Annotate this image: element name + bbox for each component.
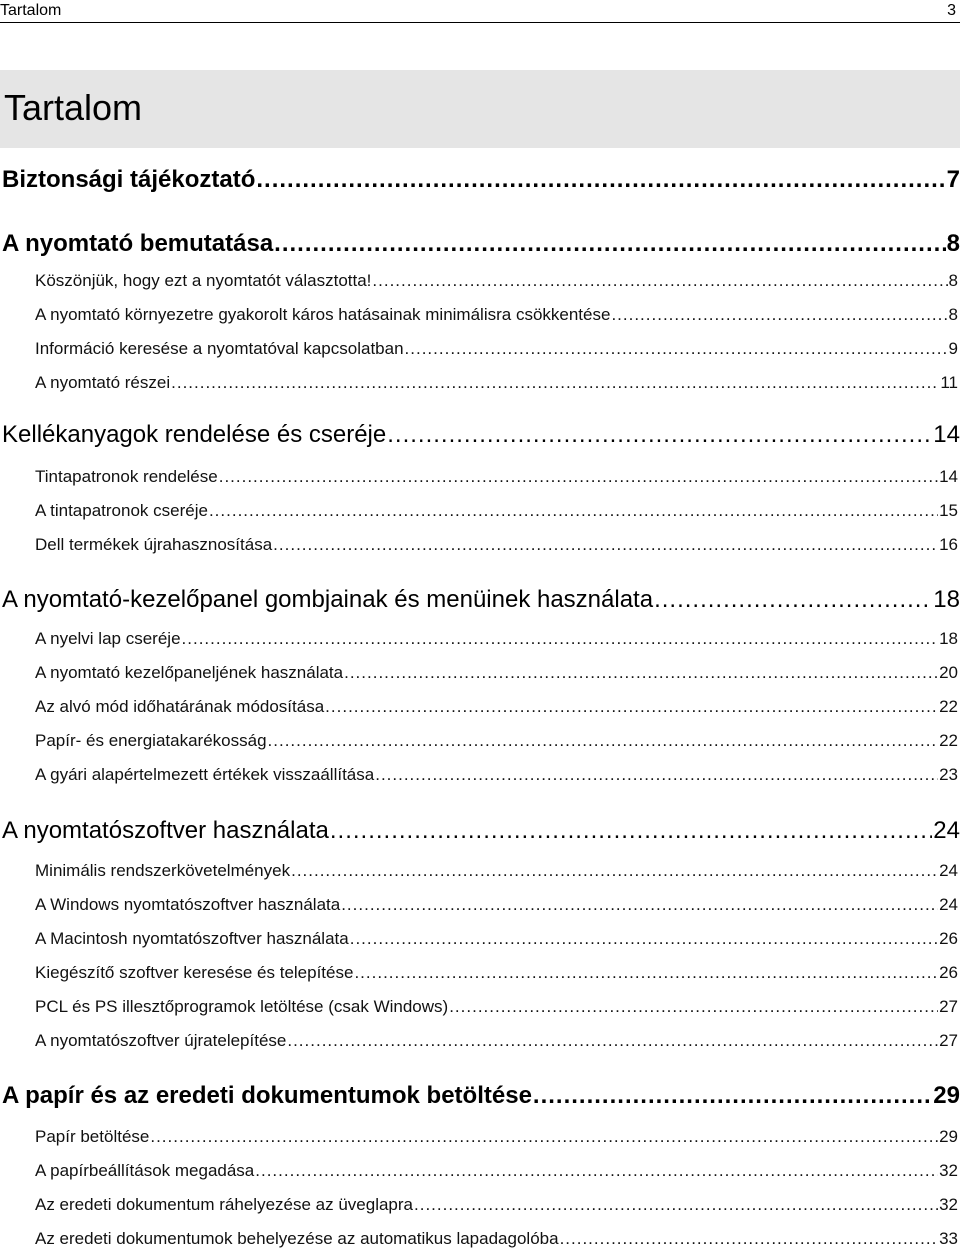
toc-entry-section[interactable] xyxy=(0,764,958,786)
toc-entry-section[interactable] xyxy=(0,662,958,684)
toc-leader-dots xyxy=(375,764,938,786)
toc-entry-label: PCL és PS illesztőprogramok letöltése (csak Windows) xyxy=(35,997,449,1016)
toc-leader-dots xyxy=(372,270,947,292)
toc-entry-page: 20 xyxy=(939,663,958,682)
toc-entry-page: 8 xyxy=(948,305,958,324)
toc-entry-section[interactable] xyxy=(0,696,958,718)
toc-entry-page: 29 xyxy=(933,1082,960,1109)
toc-entry-label: Papír- és energiatakarékosság xyxy=(35,731,267,750)
toc-leader-dots xyxy=(171,372,939,394)
toc-leader-dots xyxy=(182,628,939,650)
toc-entry-label: Minimális rendszerkövetelmények xyxy=(35,861,291,880)
toc-entry-chapter[interactable] xyxy=(0,585,960,615)
toc-entry-section[interactable] xyxy=(0,894,958,916)
toc-entry-section[interactable] xyxy=(0,1228,958,1250)
toc-entry-page: 8 xyxy=(946,230,960,257)
running-header xyxy=(0,0,960,23)
toc-leader-dots xyxy=(350,928,938,950)
toc-entry-page: 32 xyxy=(939,1195,958,1214)
toc-entry-page: 18 xyxy=(933,586,960,613)
toc-entry-page: 24 xyxy=(939,895,958,914)
toc-leader-dots xyxy=(611,304,947,326)
toc-entry-page: 14 xyxy=(939,467,958,486)
toc-entry-page: 16 xyxy=(939,535,958,554)
running-header-page-number: 3 xyxy=(947,2,956,19)
toc-entry-chapter[interactable] xyxy=(0,1081,960,1111)
toc-entry-label: Papír betöltése xyxy=(35,1127,150,1146)
toc-entry-section[interactable] xyxy=(0,270,958,292)
toc-entry-section[interactable] xyxy=(0,466,958,488)
toc-entry-label: A nyomtatószoftver használata xyxy=(2,817,329,844)
toc-entry-chapter[interactable] xyxy=(0,229,960,259)
toc-entry-page: 27 xyxy=(939,997,958,1016)
toc-leader-dots xyxy=(560,1228,939,1250)
toc-entry-label: A nyelvi lap cseréje xyxy=(35,629,181,648)
toc-entry-section[interactable] xyxy=(0,1194,958,1216)
toc-entry-chapter[interactable] xyxy=(0,816,960,846)
toc-entry-label: A papír és az eredeti dokumentumok betöltése xyxy=(2,1082,532,1109)
toc-entry-label: A nyomtató kezelőpaneljének használata xyxy=(35,663,344,682)
toc-entry-section[interactable] xyxy=(0,534,958,556)
toc-entry-page: 32 xyxy=(939,1161,958,1180)
toc-leader-dots xyxy=(414,1194,938,1216)
title-band xyxy=(0,70,960,148)
toc-entry-chapter[interactable] xyxy=(0,165,960,195)
toc-leader-dots xyxy=(274,229,945,259)
toc-leader-dots xyxy=(268,730,939,752)
toc-leader-dots xyxy=(291,860,938,882)
toc-leader-dots xyxy=(654,585,932,615)
toc-entry-page: 24 xyxy=(933,817,960,844)
toc-entry-chapter[interactable] xyxy=(0,420,960,450)
toc-entry-section[interactable] xyxy=(0,962,958,984)
toc-entry-page: 15 xyxy=(939,501,958,520)
toc-entry-section[interactable] xyxy=(0,1160,958,1182)
toc-leader-dots xyxy=(219,466,938,488)
toc-entry-label: A tintapatronok cseréje xyxy=(35,501,208,520)
toc-leader-dots xyxy=(341,894,938,916)
toc-entry-section[interactable] xyxy=(0,860,958,882)
toc-entry-label: A Windows nyomtatószoftver használata xyxy=(35,895,341,914)
running-header-section: Tartalom xyxy=(0,2,62,19)
toc-entry-page: 33 xyxy=(939,1229,958,1248)
toc-leader-dots xyxy=(405,338,948,360)
toc-leader-dots xyxy=(150,1126,938,1148)
toc-entry-section[interactable] xyxy=(0,1126,958,1148)
toc-entry-section[interactable] xyxy=(0,1030,958,1052)
toc-entry-label: A Macintosh nyomtatószoftver használata xyxy=(35,929,349,948)
toc-entry-label: A gyári alapértelmezett értékek visszaállítása xyxy=(35,765,375,784)
toc-entry-section[interactable] xyxy=(0,730,958,752)
toc-entry-section[interactable] xyxy=(0,372,958,394)
toc-entry-label: A nyomtató részei xyxy=(35,373,171,392)
toc-leader-dots xyxy=(255,1160,938,1182)
toc-entry-section[interactable] xyxy=(0,304,958,326)
toc-entry-label: Az eredeti dokumentumok behelyezése az automatikus lapadagolóba xyxy=(35,1229,559,1248)
toc-entry-page: 11 xyxy=(940,373,958,392)
toc-entry-label: Tintapatronok rendelése xyxy=(35,467,218,486)
toc-leader-dots xyxy=(256,165,945,195)
toc-entry-page: 22 xyxy=(939,697,958,716)
toc-entry-page: 24 xyxy=(939,861,958,880)
toc-entry-page: 29 xyxy=(939,1127,958,1146)
toc-leader-dots xyxy=(330,816,932,846)
toc-entry-label: Dell termékek újrahasznosítása xyxy=(35,535,273,554)
toc-entry-section[interactable] xyxy=(0,928,958,950)
toc-entry-page: 26 xyxy=(939,963,958,982)
toc-entry-section[interactable] xyxy=(0,628,958,650)
toc-entry-label: Információ keresése a nyomtatóval kapcsolatban xyxy=(35,339,404,358)
toc-entry-label: A nyomtató-kezelőpanel gombjainak és menüinek használata xyxy=(2,586,654,613)
toc-entry-page: 14 xyxy=(933,421,960,448)
toc-leader-dots xyxy=(344,662,938,684)
toc-entry-label: Az alvó mód időhatárának módosítása xyxy=(35,697,325,716)
toc-entry-page: 27 xyxy=(939,1031,958,1050)
toc-leader-dots xyxy=(273,534,938,556)
toc-entry-label: A nyomtatószoftver újratelepítése xyxy=(35,1031,287,1050)
toc-entry-label: A papírbeállítások megadása xyxy=(35,1161,255,1180)
toc-leader-dots xyxy=(354,962,938,984)
toc-entry-label: Kiegészítő szoftver keresése és telepítése xyxy=(35,963,354,982)
toc-leader-dots xyxy=(449,996,938,1018)
toc-leader-dots xyxy=(387,420,932,450)
toc-entry-label: Az eredeti dokumentum ráhelyezése az üveglapra xyxy=(35,1195,413,1214)
toc-leader-dots xyxy=(287,1030,938,1052)
toc-entry-label: Kellékanyagok rendelése és cseréje xyxy=(2,421,387,448)
toc-leader-dots xyxy=(209,500,938,522)
toc-entry-page: 26 xyxy=(939,929,958,948)
toc-entry-label: A nyomtató bemutatása xyxy=(2,230,274,257)
toc-entry-section[interactable] xyxy=(0,500,958,522)
toc-entry-page: 8 xyxy=(948,271,958,290)
toc-entry-label: A nyomtató környezetre gyakorolt káros hatásainak minimálisra csökkentése xyxy=(35,305,611,324)
toc-entry-page: 22 xyxy=(939,731,958,750)
toc-entry-page: 7 xyxy=(946,166,960,193)
toc-entry-section[interactable] xyxy=(0,338,958,360)
toc-leader-dots xyxy=(325,696,938,718)
toc-entry-page: 18 xyxy=(939,629,958,648)
page-title: Tartalom xyxy=(4,87,143,128)
toc-entry-page: 9 xyxy=(948,339,958,358)
toc-entry-label: Biztonsági tájékoztató xyxy=(2,166,256,193)
toc-leader-dots xyxy=(533,1081,932,1111)
toc-entry-page: 23 xyxy=(939,765,958,784)
toc-entry-label: Köszönjük, hogy ezt a nyomtatót választotta! xyxy=(35,271,372,290)
toc-entry-section[interactable] xyxy=(0,996,958,1018)
